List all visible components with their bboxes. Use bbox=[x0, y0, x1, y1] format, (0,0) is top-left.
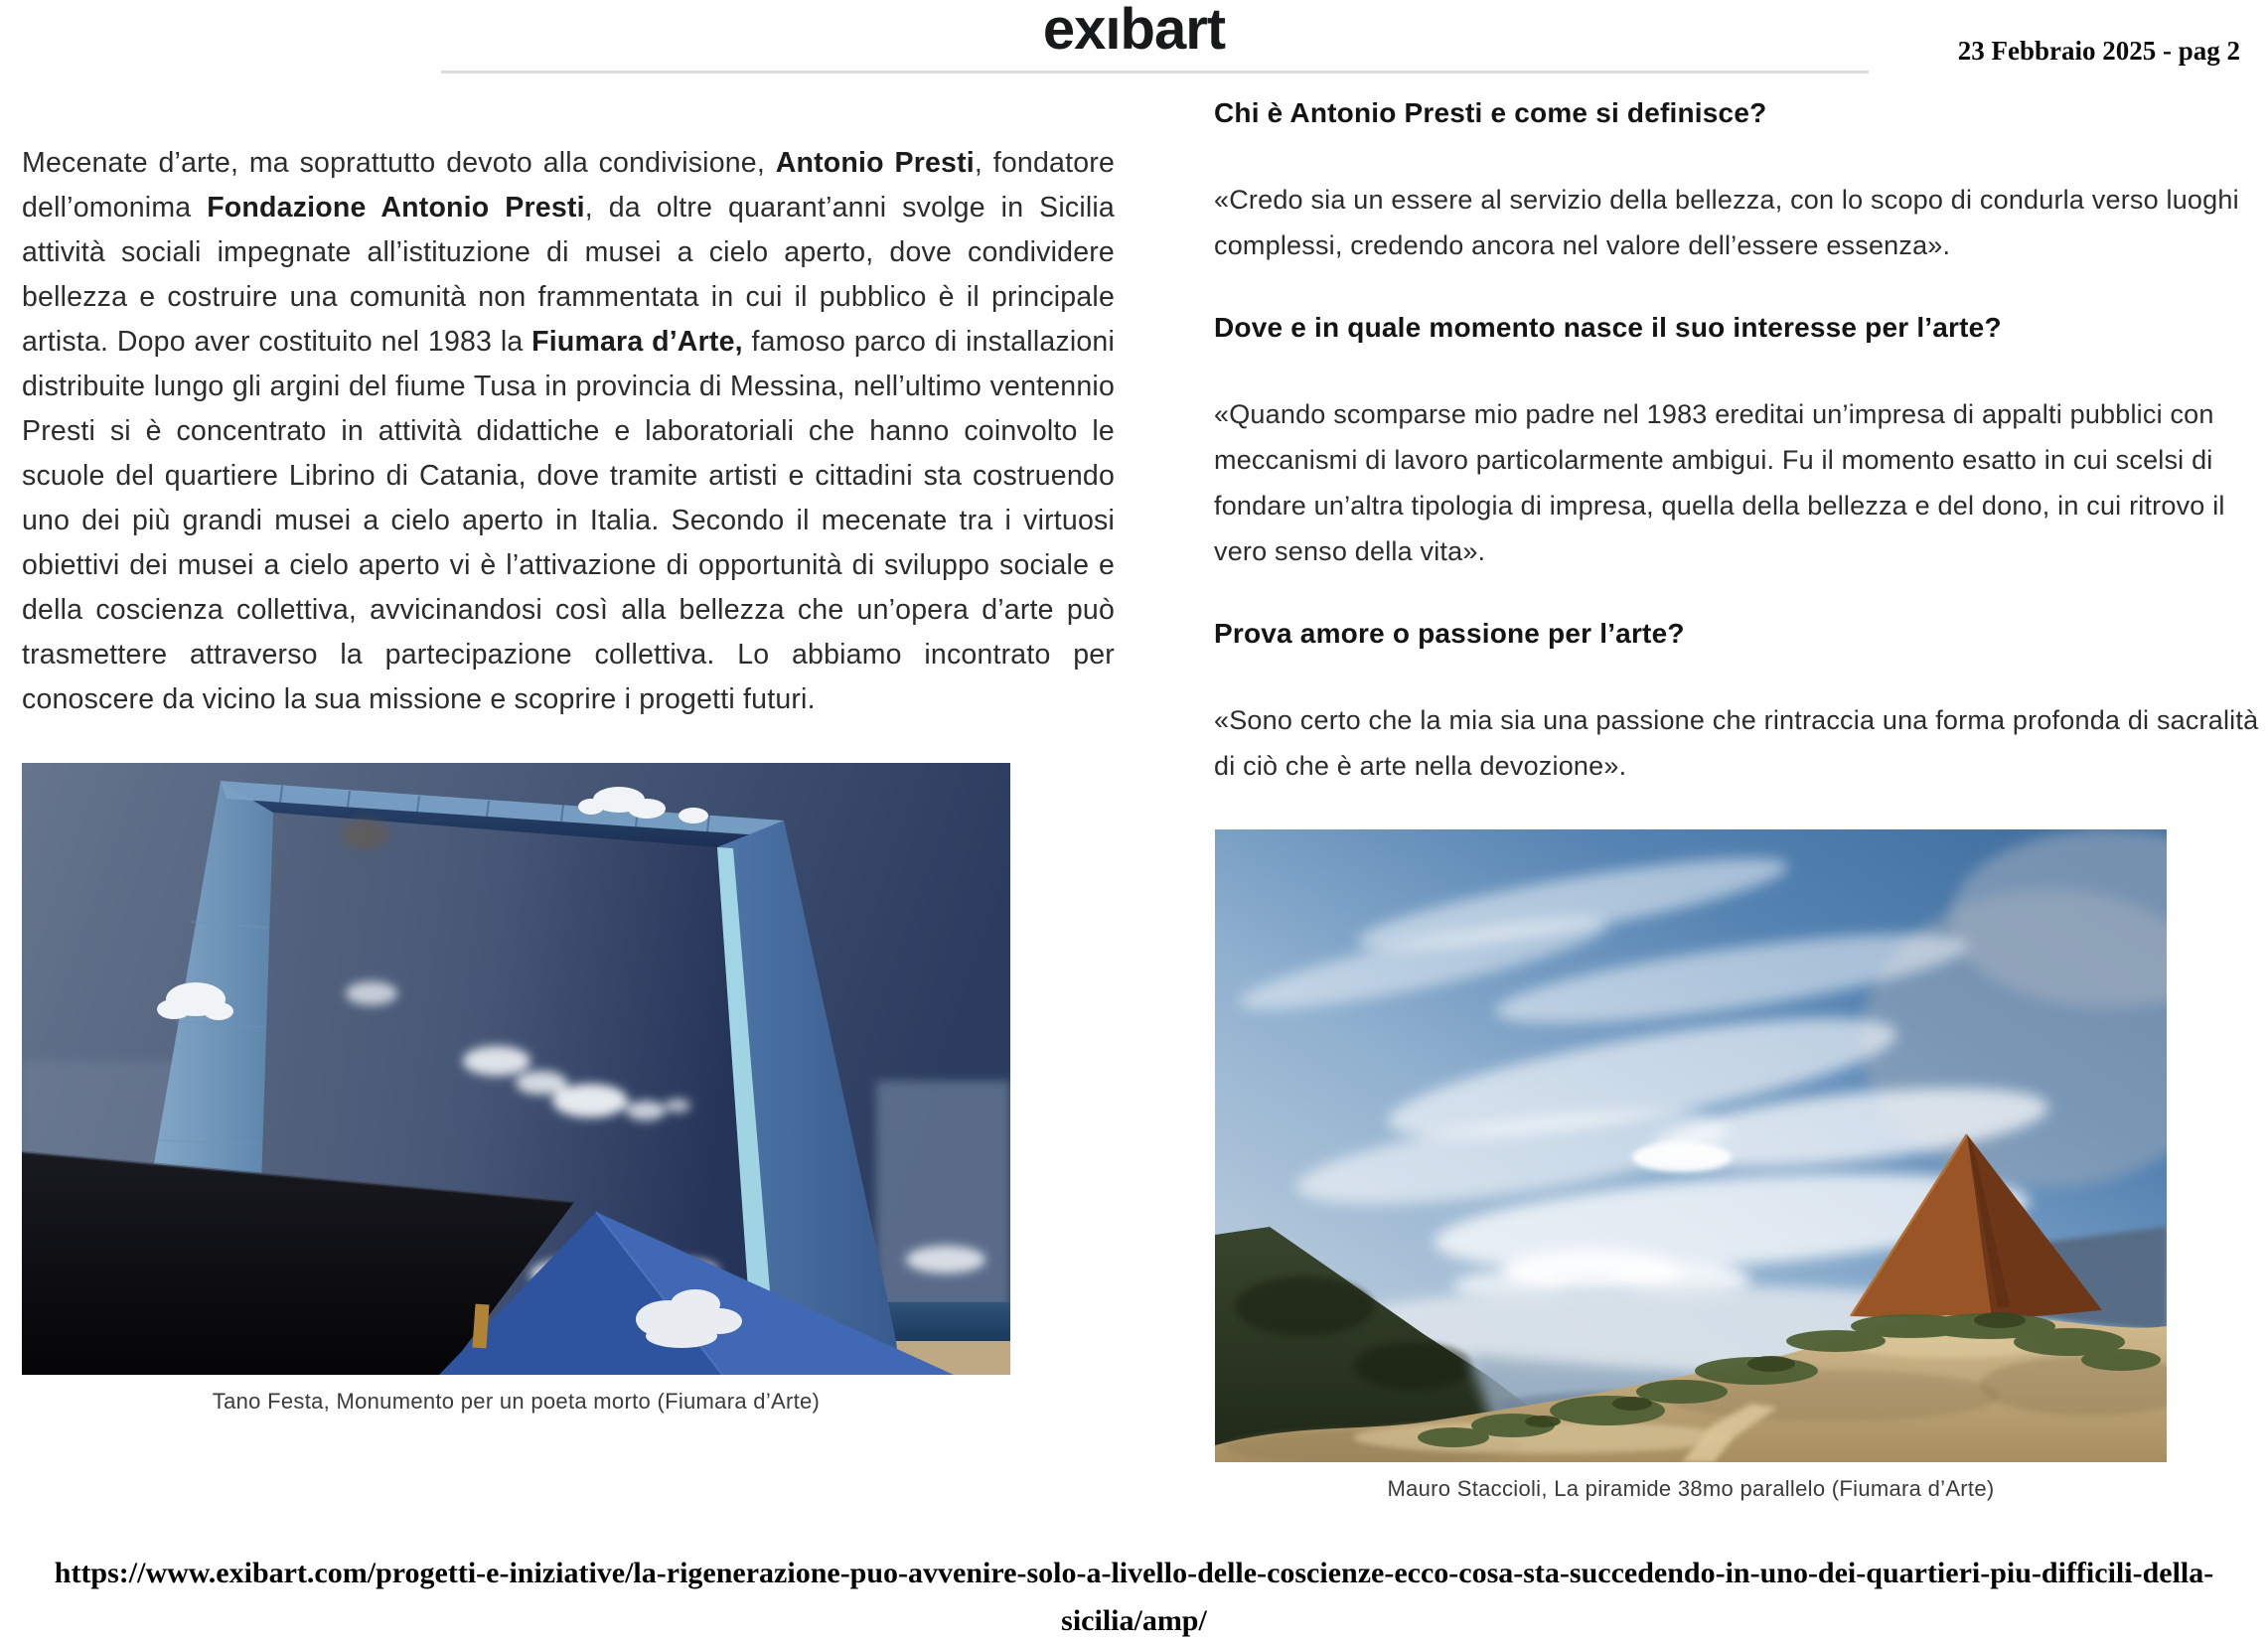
exibart-logo: exıbart bbox=[1042, 0, 1226, 62]
pyramid-photo bbox=[1215, 829, 2167, 1462]
intro-segment-3: , da oltre quarant’anni svolge in Sicilia attività sociali impegnate all’istituzione di musei a cielo aperto, dove condividere bellezza e costruire una comunità non frammentata in cui il pubblico è il principale artista. Dopo aver costituito nel 1983 la bbox=[22, 192, 1115, 358]
question-3: Prova amore o passione per l’arte? bbox=[1214, 618, 1685, 649]
interview-column bbox=[1214, 97, 2259, 832]
question-1: Chi è Antonio Presti e come si definisce? bbox=[1214, 97, 1767, 128]
intro-bold-fiumara: Fiumara d’Arte, bbox=[531, 326, 743, 358]
figure-pyramid bbox=[1215, 829, 2167, 1502]
source-url: https://www.exibart.com/progetti-e-iniziative/la-rigenerazione-puo-avvenire-solo-a-livello-delle-coscienze-ecco-cosa-sta-succedendo-in-uno-dei-quartieri-piu-difficili-della-sicilia/amp/ bbox=[54, 1557, 2214, 1637]
monument-photo bbox=[22, 763, 1010, 1375]
intro-segment-2: , fondatore dell’omonima bbox=[22, 147, 1115, 224]
intro-bold-fondazione: Fondazione Antonio Presti bbox=[207, 192, 585, 224]
pyramid-caption: Mauro Staccioli, La piramide 38mo parallelo (Fiumara d’Arte) bbox=[1387, 1476, 1995, 1501]
answer-2: «Quando scomparse mio padre nel 1983 ereditai un’impresa di appalti pubblici con meccanismi di lavoro particolarmente ambigui. Fu il momento esatto in cui scelsi di fondare un’altra tipologia di impresa, quella della bellezza e del dono, in cui ritrovo il vero senso della vita». bbox=[1214, 399, 2225, 566]
page-date: 23 Febbraio 2025 - pag 2 bbox=[1957, 36, 2240, 66]
intro-segment-1: Mecenate d’arte, ma soprattutto devoto alla condivisione, bbox=[22, 147, 776, 179]
answer-3: «Sono certo che la mia sia una passione che rintraccia una forma profonda di sacralità di ciò che è arte nella devozione». bbox=[1214, 705, 2259, 781]
figure-monument bbox=[22, 763, 1010, 1415]
monument-caption: Tano Festa, Monumento per un poeta morto (Fiumara d’Arte) bbox=[212, 1389, 821, 1414]
intro-bold-antonio-presti: Antonio Presti bbox=[775, 147, 975, 179]
header-divider bbox=[441, 71, 1869, 74]
intro-segment-4: famoso parco di installazioni distribuite lungo gli argini del fiume Tusa in provincia di Messina, nell’ultimo ventennio Presti si è concentrato in attività didattiche e laboratoriali che hanno coinvolto le scuole del quartiere Librino di Catania, dove tramite artisti e cittadini sta costruendo uno dei più grandi musei a cielo aperto in Italia. Secondo il mecenate tra i virtuosi obiettivi dei musei a cielo aperto vi è l’attivazione di opportunità di sviluppo sociale e della coscienza collettiva, avvicinandosi così alla bellezza che un’opera d’arte può trasmettere attraverso la partecipazione collettiva. Lo abbiamo incontrato per conoscere da vicino la sua missione e scoprire i progetti futuri. bbox=[22, 326, 1116, 715]
question-2: Dove e in quale momento nasce il suo interesse per l’arte? bbox=[1214, 312, 2002, 343]
intro-paragraph bbox=[22, 141, 1115, 722]
answer-1: «Credo sia un essere al servizio della bellezza, con lo scopo di condurla verso luoghi complessi, credendo ancora nel valore dell’essere essenza». bbox=[1214, 185, 2239, 260]
